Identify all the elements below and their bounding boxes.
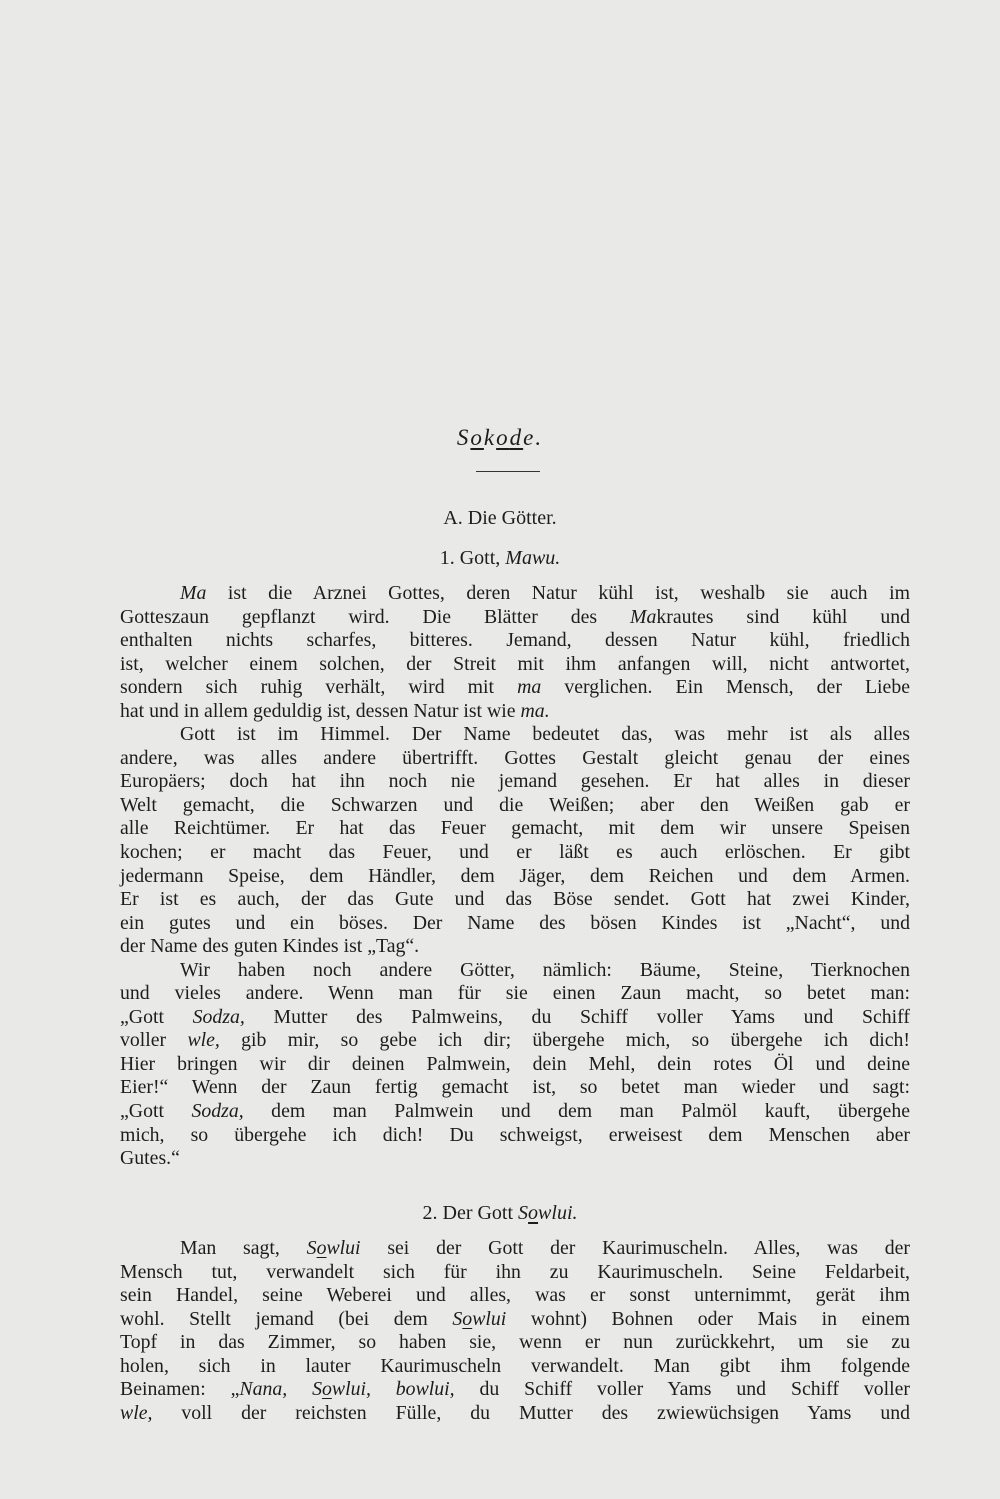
text-line — [120, 912, 910, 936]
text-run: sondern sich ruhig verhält, wird mit — [120, 676, 518, 699]
text-run: und vieles andere. Wenn man für sie einen Zaun macht, so betet man: — [120, 982, 910, 1005]
text-run: kochen; er macht das Feuer, und er läßt es auch erlöschen. Er gibt — [120, 841, 910, 864]
title-rule — [476, 471, 540, 472]
subsection-heading-1: 1. Gott, Mawu. — [439, 547, 561, 569]
text-run: holen, sich in lauter Kaurimuscheln verwandelt. Man gibt ihm folgende — [120, 1354, 910, 1377]
text-line — [120, 1355, 910, 1379]
subsection-heading-2: 2. Der Gott Sowlui. — [422, 1202, 578, 1224]
text-run: wlui — [472, 1307, 507, 1330]
text-line — [120, 888, 910, 912]
text-run: ist, welcher einem solchen, der Streit mit ihm anfangen will, nicht antwortet, — [120, 652, 910, 675]
text-run: o — [462, 1307, 473, 1330]
text-line — [120, 1261, 910, 1285]
text-run: Man sagt, — [180, 1237, 307, 1259]
text-run: Nana, S — [239, 1378, 322, 1401]
text-run: „Gott — [120, 1100, 192, 1123]
text-run: Beinamen: „ — [120, 1378, 240, 1401]
text-run: wle, — [187, 1029, 220, 1052]
text-line — [120, 1076, 910, 1100]
text-run: Gutes.“ — [120, 1147, 180, 1170]
text-line — [120, 676, 910, 700]
text-line — [120, 1284, 910, 1308]
text-line — [120, 1402, 910, 1426]
text-line — [120, 1378, 910, 1402]
text-line — [120, 606, 910, 630]
text-run: Hier bringen wir dir deinen Palmwein, dein Mehl, dein rotes Öl und deine — [120, 1052, 910, 1075]
text-line — [120, 935, 910, 959]
section-heading: A. Die Götter. — [443, 507, 557, 529]
text-line — [120, 723, 910, 747]
text-run: Mutter des Palmweins, du Schiff voller Yams und Schiff — [244, 1005, 910, 1028]
text-run: o — [321, 1378, 332, 1401]
text-run: Mensch tut, verwandelt sich für ihn zu Kaurimuscheln. Seine Feldarbeit, — [120, 1260, 910, 1283]
text-line — [120, 1308, 910, 1332]
text-line — [120, 865, 910, 889]
text-run: ma. — [520, 699, 550, 722]
text-line — [120, 747, 910, 771]
text-run: Er ist es auch, der das Gute und das Böse sendet. Gott hat zwei Kinder, — [120, 888, 910, 911]
text-run: ist die Arznei Gottes, deren Natur kühl ist, weshalb sie auch im — [206, 582, 910, 604]
text-run: ma — [517, 676, 542, 699]
text-block-2 — [120, 1237, 910, 1425]
text-run: Europäers; doch hat ihn noch nie jemand gesehen. Er hat alles in dieser — [120, 770, 910, 793]
text-line — [120, 582, 910, 606]
text-line — [120, 1237, 910, 1261]
text-run: alle Reichtümer. Er hat das Feuer gemacht, mit dem wir unsere Speisen — [120, 817, 910, 840]
text-run: verglichen. Ein Mensch, der Liebe — [541, 676, 910, 699]
text-run: Welt gemacht, die Schwarzen und die Weißen; aber den Weißen gab er — [120, 793, 910, 816]
text-run: sein Handel, seine Weberei und alles, was er sonst unternimmt, gerät ihm — [120, 1284, 910, 1307]
text-run: voller — [120, 1029, 188, 1052]
text-run: enthalten nichts scharfes, bitteres. Jemand, dessen Natur kühl, friedlich — [120, 629, 910, 652]
text-run: wle, — [120, 1401, 153, 1424]
text-line — [120, 959, 910, 983]
text-block-1 — [120, 582, 910, 1171]
text-line — [120, 794, 910, 818]
text-run: gib mir, so gebe ich dir; übergehe mich, so übergehe ich dich! — [219, 1029, 910, 1052]
text-run: S — [452, 1307, 463, 1330]
text-run: wohnt) Bohnen oder Mais in einem — [506, 1307, 910, 1330]
text-run: mich, so übergehe ich dich! Du schweigst, erweisest dem Menschen aber — [120, 1123, 910, 1146]
text-line — [120, 1124, 910, 1148]
text-run: Eier!“ Wenn der Zaun fertig gemacht ist, so betet man wieder und sagt: — [120, 1076, 910, 1099]
text-run: wlui, bowlui, — [331, 1378, 455, 1401]
text-line — [120, 653, 910, 677]
text-line — [120, 700, 910, 724]
text-line — [120, 1331, 910, 1355]
text-line — [120, 1053, 910, 1077]
text-run: dem man Palmwein und dem man Palmöl kauft, übergehe — [243, 1100, 910, 1123]
text-run: Gotteszaun gepflanzt wird. Die Blätter des — [120, 605, 630, 628]
text-run: hat und in allem geduldig ist, dessen Natur ist wie — [120, 699, 521, 722]
text-run: wlui — [326, 1237, 361, 1259]
text-line — [120, 770, 910, 794]
text-run: jedermann Speise, dem Händler, dem Jäger, dem Reichen und dem Armen. — [120, 864, 910, 887]
text-run: Sodza, — [191, 1100, 244, 1123]
text-run: S — [306, 1237, 317, 1259]
text-run: o — [316, 1237, 327, 1259]
text-run: Topf in das Zimmer, so haben sie, wenn er nun zurückkehrt, um sie zu — [120, 1331, 910, 1354]
text-run: Ma — [180, 582, 207, 604]
text-run: sei der Gott der Kaurimuscheln. Alles, was der — [360, 1237, 910, 1259]
text-line — [120, 1147, 910, 1171]
text-run: Ma — [629, 605, 657, 628]
text-line — [120, 982, 910, 1006]
text-run: wohl. Stellt jemand (bei dem — [120, 1307, 453, 1330]
text-line — [120, 817, 910, 841]
text-line — [120, 841, 910, 865]
text-run: Gott ist im Himmel. Der Name bedeutet das, was mehr ist als alles — [180, 723, 910, 746]
text-line — [120, 1100, 910, 1124]
text-run: andere, was alles andere übertrifft. Gottes Gestalt gleicht genau der eines — [120, 746, 910, 769]
text-run: der Name des guten Kindes ist „Tag“. — [120, 935, 420, 958]
text-run: „Gott — [120, 1005, 193, 1028]
text-run: voll der reichsten Fülle, du Mutter des zwiewüchsigen Yams und — [152, 1401, 910, 1424]
text-line — [120, 1006, 910, 1030]
text-run: Wir haben noch andere Götter, nämlich: Bäume, Steine, Tierknochen — [180, 958, 910, 981]
text-run: krautes sind kühl und — [656, 605, 910, 628]
text-run: ein gutes und ein böses. Der Name des bösen Kindes ist „Nacht“, und — [120, 911, 910, 934]
text-run: du Schiff voller Yams und Schiff voller — [454, 1378, 910, 1401]
text-line — [120, 629, 910, 653]
text-line — [120, 1029, 910, 1053]
running-title: Sokode. — [456, 425, 544, 450]
text-run: Sodza, — [192, 1005, 245, 1028]
